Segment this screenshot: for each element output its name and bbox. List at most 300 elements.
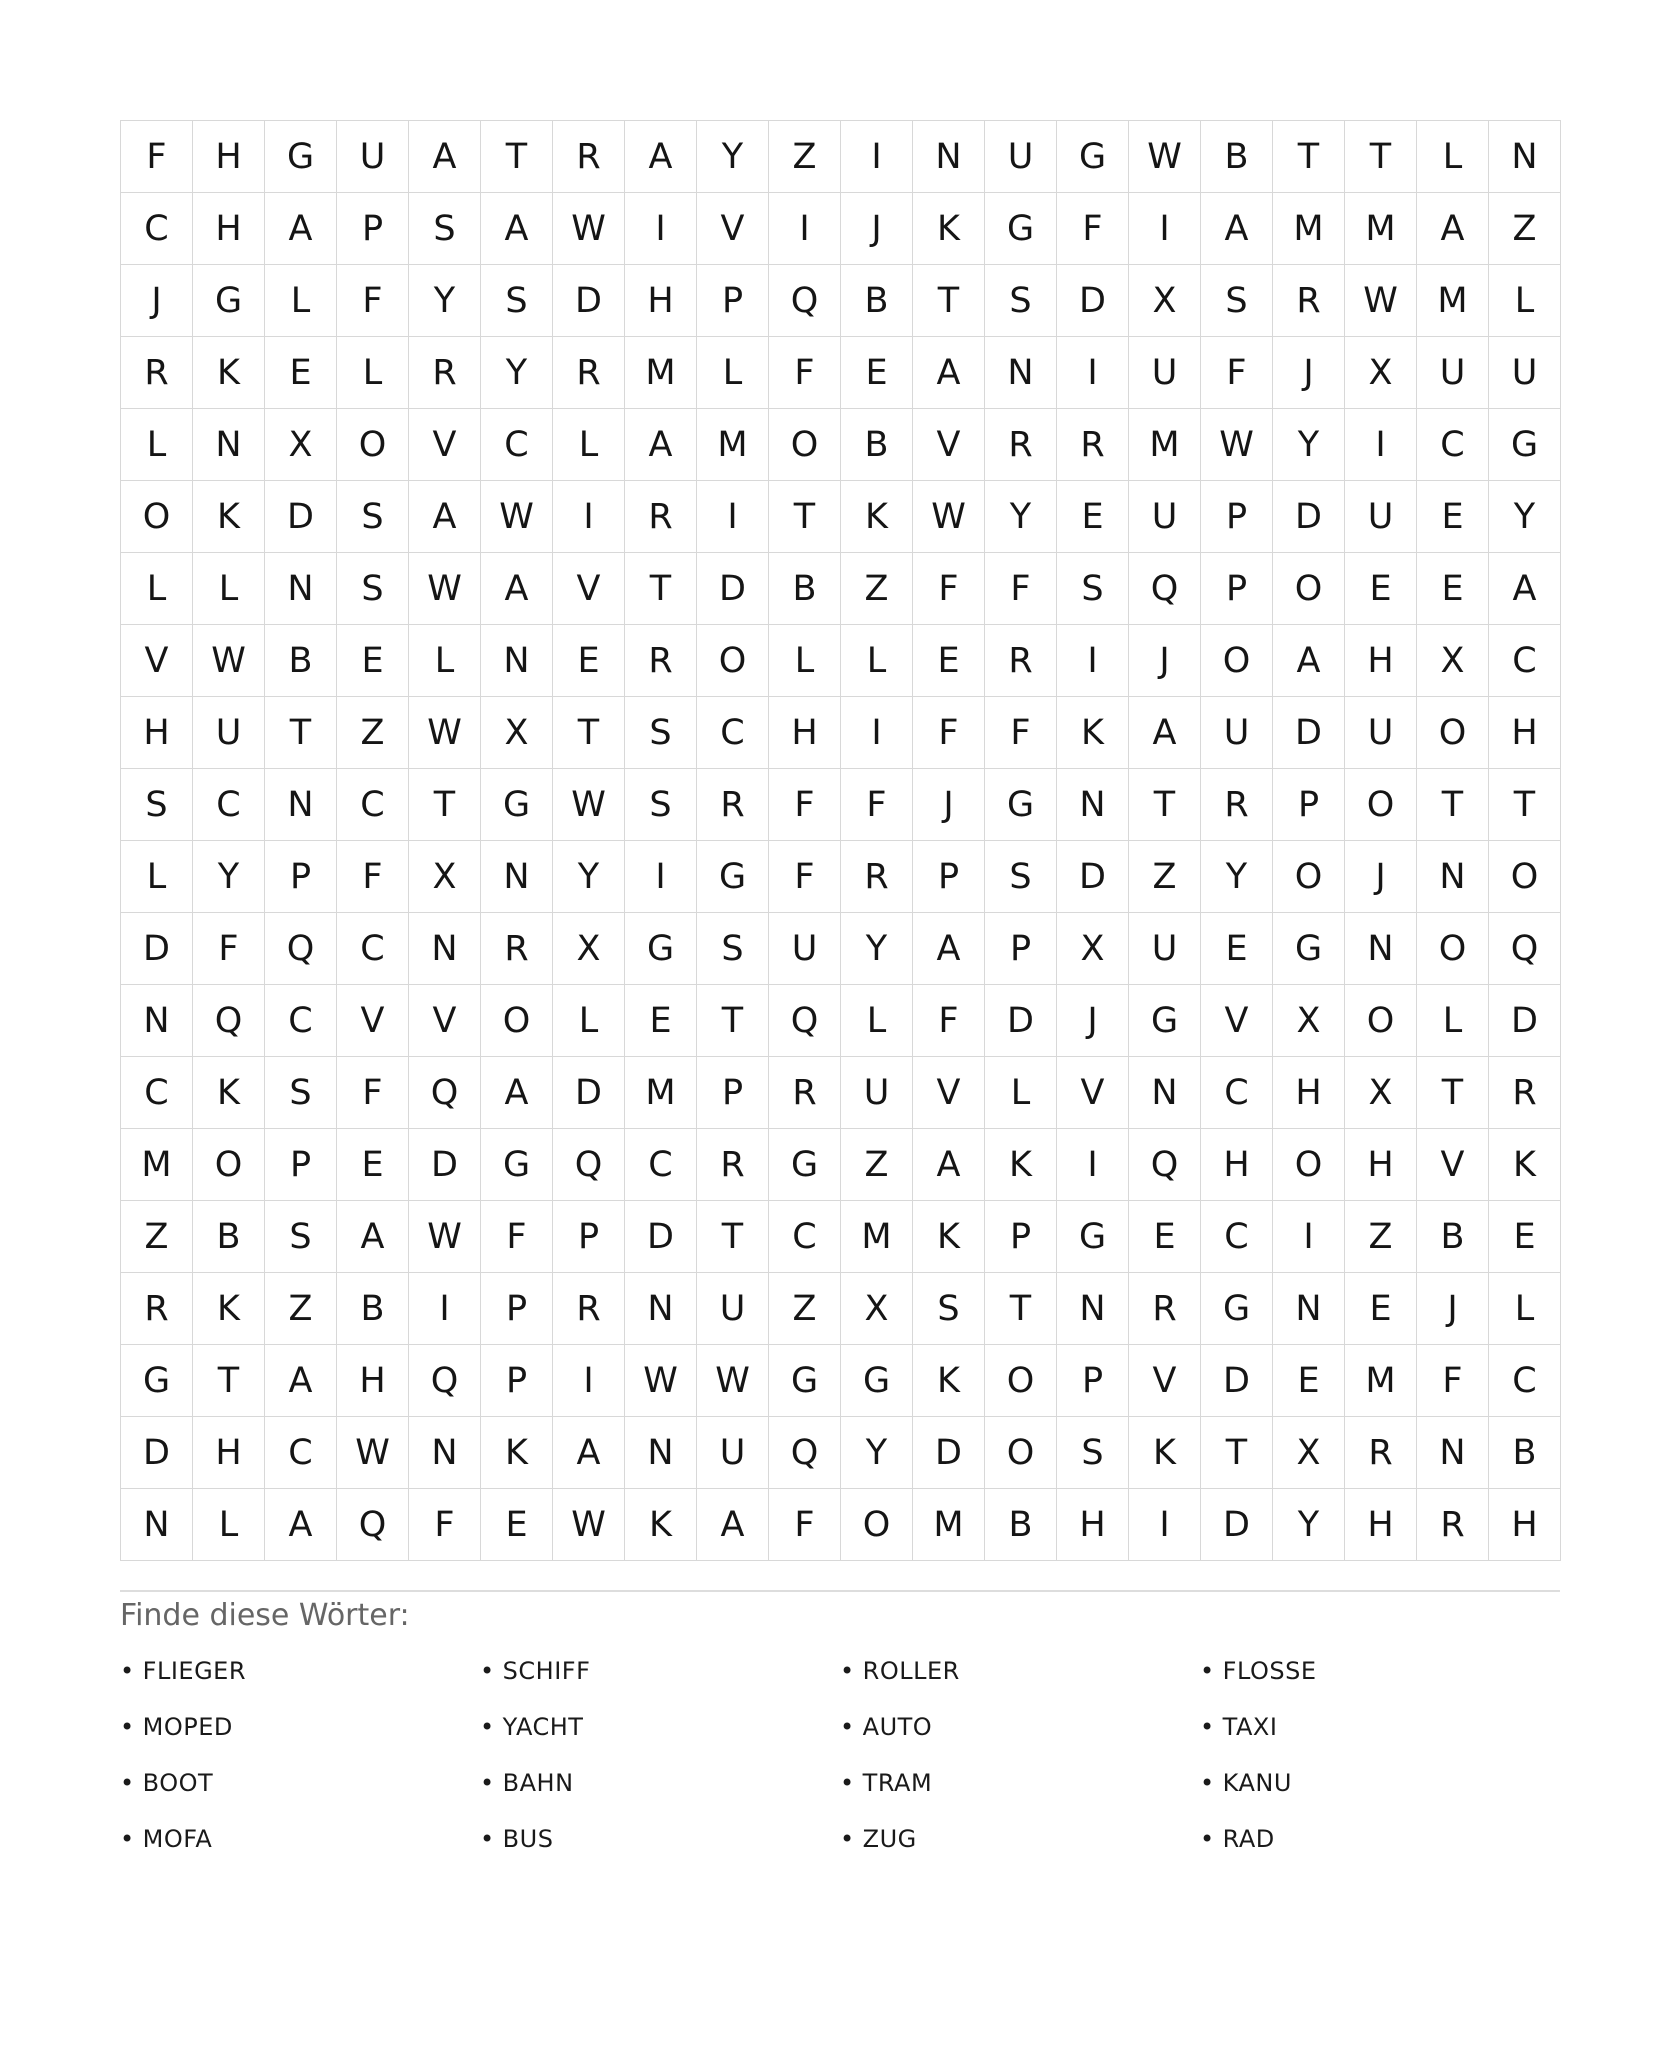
grid-cell[interactable]: J: [1345, 841, 1417, 913]
grid-cell[interactable]: O: [1201, 625, 1273, 697]
grid-cell[interactable]: N: [121, 985, 193, 1057]
grid-cell[interactable]: F: [769, 1489, 841, 1561]
grid-cell[interactable]: U: [1345, 481, 1417, 553]
grid-cell[interactable]: T: [1489, 769, 1561, 841]
grid-cell[interactable]: E: [481, 1489, 553, 1561]
grid-cell[interactable]: A: [1129, 697, 1201, 769]
grid-cell[interactable]: R: [697, 769, 769, 841]
grid-cell[interactable]: C: [265, 1417, 337, 1489]
grid-cell[interactable]: P: [985, 1201, 1057, 1273]
grid-cell[interactable]: P: [1201, 481, 1273, 553]
grid-cell[interactable]: A: [337, 1201, 409, 1273]
grid-cell[interactable]: H: [1489, 1489, 1561, 1561]
grid-cell[interactable]: V: [121, 625, 193, 697]
grid-cell[interactable]: U: [697, 1273, 769, 1345]
grid-cell[interactable]: X: [1345, 1057, 1417, 1129]
grid-cell[interactable]: L: [1489, 265, 1561, 337]
grid-cell[interactable]: M: [121, 1129, 193, 1201]
grid-cell[interactable]: J: [1273, 337, 1345, 409]
grid-cell[interactable]: B: [265, 625, 337, 697]
grid-cell[interactable]: L: [841, 625, 913, 697]
grid-cell[interactable]: N: [1129, 1057, 1201, 1129]
grid-cell[interactable]: C: [121, 193, 193, 265]
grid-cell[interactable]: X: [1273, 985, 1345, 1057]
grid-cell[interactable]: P: [553, 1201, 625, 1273]
grid-cell[interactable]: O: [193, 1129, 265, 1201]
grid-cell[interactable]: N: [1345, 913, 1417, 985]
grid-cell[interactable]: C: [697, 697, 769, 769]
grid-cell[interactable]: F: [193, 913, 265, 985]
grid-cell[interactable]: B: [985, 1489, 1057, 1561]
grid-cell[interactable]: F: [985, 553, 1057, 625]
grid-cell[interactable]: L: [841, 985, 913, 1057]
grid-cell[interactable]: B: [1489, 1417, 1561, 1489]
grid-cell[interactable]: P: [337, 193, 409, 265]
grid-cell[interactable]: A: [697, 1489, 769, 1561]
grid-cell[interactable]: N: [625, 1417, 697, 1489]
grid-cell[interactable]: S: [409, 193, 481, 265]
grid-cell[interactable]: U: [1201, 697, 1273, 769]
grid-cell[interactable]: W: [1345, 265, 1417, 337]
grid-cell[interactable]: G: [1489, 409, 1561, 481]
grid-cell[interactable]: S: [697, 913, 769, 985]
grid-cell[interactable]: H: [1345, 625, 1417, 697]
grid-cell[interactable]: H: [337, 1345, 409, 1417]
grid-cell[interactable]: O: [1417, 697, 1489, 769]
grid-cell[interactable]: F: [769, 337, 841, 409]
grid-cell[interactable]: W: [553, 193, 625, 265]
grid-cell[interactable]: V: [913, 1057, 985, 1129]
grid-cell[interactable]: F: [769, 769, 841, 841]
grid-cell[interactable]: P: [985, 913, 1057, 985]
grid-cell[interactable]: V: [337, 985, 409, 1057]
grid-cell[interactable]: S: [1057, 1417, 1129, 1489]
grid-cell[interactable]: L: [697, 337, 769, 409]
grid-cell[interactable]: R: [1057, 409, 1129, 481]
grid-cell[interactable]: C: [625, 1129, 697, 1201]
grid-cell[interactable]: K: [913, 1201, 985, 1273]
grid-cell[interactable]: X: [1345, 337, 1417, 409]
grid-cell[interactable]: S: [337, 553, 409, 625]
grid-cell[interactable]: N: [481, 841, 553, 913]
grid-cell[interactable]: G: [1273, 913, 1345, 985]
grid-cell[interactable]: T: [265, 697, 337, 769]
grid-cell[interactable]: R: [985, 409, 1057, 481]
grid-cell[interactable]: R: [841, 841, 913, 913]
grid-cell[interactable]: A: [481, 193, 553, 265]
grid-cell[interactable]: C: [1417, 409, 1489, 481]
grid-cell[interactable]: K: [193, 481, 265, 553]
grid-cell[interactable]: I: [697, 481, 769, 553]
grid-cell[interactable]: T: [769, 481, 841, 553]
grid-cell[interactable]: M: [625, 337, 697, 409]
grid-cell[interactable]: A: [265, 193, 337, 265]
grid-cell[interactable]: Q: [265, 913, 337, 985]
grid-cell[interactable]: G: [697, 841, 769, 913]
grid-cell[interactable]: R: [1489, 1057, 1561, 1129]
grid-cell[interactable]: T: [697, 1201, 769, 1273]
grid-cell[interactable]: N: [1273, 1273, 1345, 1345]
grid-cell[interactable]: Z: [769, 1273, 841, 1345]
grid-cell[interactable]: Q: [409, 1057, 481, 1129]
grid-cell[interactable]: D: [121, 913, 193, 985]
grid-cell[interactable]: L: [769, 625, 841, 697]
grid-cell[interactable]: L: [1417, 121, 1489, 193]
grid-cell[interactable]: W: [697, 1345, 769, 1417]
grid-cell[interactable]: E: [625, 985, 697, 1057]
grid-cell[interactable]: D: [913, 1417, 985, 1489]
grid-cell[interactable]: N: [1057, 1273, 1129, 1345]
grid-cell[interactable]: I: [841, 697, 913, 769]
grid-cell[interactable]: U: [985, 121, 1057, 193]
grid-cell[interactable]: G: [265, 121, 337, 193]
grid-cell[interactable]: Q: [1489, 913, 1561, 985]
grid-cell[interactable]: K: [193, 337, 265, 409]
grid-cell[interactable]: C: [1201, 1201, 1273, 1273]
grid-cell[interactable]: L: [985, 1057, 1057, 1129]
grid-cell[interactable]: I: [769, 193, 841, 265]
grid-cell[interactable]: X: [553, 913, 625, 985]
grid-cell[interactable]: P: [697, 1057, 769, 1129]
grid-cell[interactable]: T: [1345, 121, 1417, 193]
grid-cell[interactable]: D: [1201, 1489, 1273, 1561]
grid-cell[interactable]: I: [1273, 1201, 1345, 1273]
grid-cell[interactable]: Z: [1489, 193, 1561, 265]
grid-cell[interactable]: Q: [769, 985, 841, 1057]
grid-cell[interactable]: W: [409, 1201, 481, 1273]
grid-cell[interactable]: F: [913, 553, 985, 625]
grid-cell[interactable]: V: [1417, 1129, 1489, 1201]
grid-cell[interactable]: F: [337, 265, 409, 337]
grid-cell[interactable]: V: [409, 409, 481, 481]
grid-cell[interactable]: S: [913, 1273, 985, 1345]
grid-cell[interactable]: T: [1129, 769, 1201, 841]
grid-cell[interactable]: G: [1201, 1273, 1273, 1345]
grid-cell[interactable]: F: [481, 1201, 553, 1273]
grid-cell[interactable]: R: [553, 337, 625, 409]
grid-cell[interactable]: D: [1489, 985, 1561, 1057]
grid-cell[interactable]: Q: [1129, 1129, 1201, 1201]
grid-cell[interactable]: D: [1273, 481, 1345, 553]
grid-cell[interactable]: F: [841, 769, 913, 841]
grid-cell[interactable]: I: [553, 481, 625, 553]
grid-cell[interactable]: P: [481, 1345, 553, 1417]
grid-cell[interactable]: K: [193, 1273, 265, 1345]
grid-cell[interactable]: G: [769, 1345, 841, 1417]
grid-cell[interactable]: U: [697, 1417, 769, 1489]
grid-cell[interactable]: G: [481, 1129, 553, 1201]
grid-cell[interactable]: Q: [769, 1417, 841, 1489]
grid-cell[interactable]: H: [1489, 697, 1561, 769]
grid-cell[interactable]: F: [121, 121, 193, 193]
grid-cell[interactable]: I: [1129, 1489, 1201, 1561]
grid-cell[interactable]: T: [481, 121, 553, 193]
grid-cell[interactable]: R: [1417, 1489, 1489, 1561]
grid-cell[interactable]: E: [841, 337, 913, 409]
grid-cell[interactable]: I: [625, 841, 697, 913]
grid-cell[interactable]: E: [1201, 913, 1273, 985]
grid-cell[interactable]: M: [1273, 193, 1345, 265]
grid-cell[interactable]: Z: [1345, 1201, 1417, 1273]
grid-cell[interactable]: E: [1417, 481, 1489, 553]
grid-cell[interactable]: A: [409, 481, 481, 553]
grid-cell[interactable]: Q: [193, 985, 265, 1057]
grid-cell[interactable]: Z: [121, 1201, 193, 1273]
grid-cell[interactable]: S: [481, 265, 553, 337]
grid-cell[interactable]: T: [193, 1345, 265, 1417]
grid-cell[interactable]: L: [337, 337, 409, 409]
grid-cell[interactable]: A: [625, 409, 697, 481]
grid-cell[interactable]: P: [697, 265, 769, 337]
grid-cell[interactable]: D: [1057, 265, 1129, 337]
grid-cell[interactable]: C: [265, 985, 337, 1057]
grid-cell[interactable]: Y: [841, 913, 913, 985]
grid-cell[interactable]: Y: [193, 841, 265, 913]
grid-cell[interactable]: H: [1057, 1489, 1129, 1561]
grid-cell[interactable]: T: [1417, 769, 1489, 841]
grid-cell[interactable]: R: [121, 337, 193, 409]
grid-cell[interactable]: B: [1201, 121, 1273, 193]
grid-cell[interactable]: U: [841, 1057, 913, 1129]
grid-cell[interactable]: R: [769, 1057, 841, 1129]
grid-cell[interactable]: A: [1273, 625, 1345, 697]
grid-cell[interactable]: D: [1201, 1345, 1273, 1417]
grid-cell[interactable]: M: [913, 1489, 985, 1561]
grid-cell[interactable]: M: [625, 1057, 697, 1129]
grid-cell[interactable]: Y: [481, 337, 553, 409]
grid-cell[interactable]: N: [1489, 121, 1561, 193]
grid-cell[interactable]: O: [1345, 769, 1417, 841]
grid-cell[interactable]: C: [1489, 625, 1561, 697]
grid-cell[interactable]: J: [1417, 1273, 1489, 1345]
grid-cell[interactable]: A: [1417, 193, 1489, 265]
grid-cell[interactable]: U: [769, 913, 841, 985]
grid-cell[interactable]: T: [1417, 1057, 1489, 1129]
grid-cell[interactable]: V: [1057, 1057, 1129, 1129]
grid-cell[interactable]: T: [1201, 1417, 1273, 1489]
grid-cell[interactable]: K: [625, 1489, 697, 1561]
grid-cell[interactable]: F: [1057, 193, 1129, 265]
grid-cell[interactable]: U: [1417, 337, 1489, 409]
grid-cell[interactable]: P: [1057, 1345, 1129, 1417]
grid-cell[interactable]: X: [1057, 913, 1129, 985]
grid-cell[interactable]: Z: [841, 1129, 913, 1201]
grid-cell[interactable]: I: [1057, 337, 1129, 409]
grid-cell[interactable]: H: [121, 697, 193, 769]
grid-cell[interactable]: N: [625, 1273, 697, 1345]
grid-cell[interactable]: A: [553, 1417, 625, 1489]
grid-cell[interactable]: W: [409, 697, 481, 769]
grid-cell[interactable]: P: [265, 1129, 337, 1201]
grid-cell[interactable]: Y: [985, 481, 1057, 553]
grid-cell[interactable]: E: [337, 625, 409, 697]
grid-cell[interactable]: T: [409, 769, 481, 841]
grid-cell[interactable]: J: [1129, 625, 1201, 697]
grid-cell[interactable]: G: [625, 913, 697, 985]
grid-cell[interactable]: D: [625, 1201, 697, 1273]
grid-cell[interactable]: B: [337, 1273, 409, 1345]
grid-cell[interactable]: D: [265, 481, 337, 553]
grid-cell[interactable]: R: [697, 1129, 769, 1201]
grid-cell[interactable]: W: [337, 1417, 409, 1489]
grid-cell[interactable]: J: [1057, 985, 1129, 1057]
grid-cell[interactable]: O: [985, 1417, 1057, 1489]
grid-cell[interactable]: R: [1201, 769, 1273, 841]
grid-cell[interactable]: H: [193, 121, 265, 193]
grid-cell[interactable]: U: [193, 697, 265, 769]
grid-cell[interactable]: Y: [1273, 409, 1345, 481]
grid-cell[interactable]: O: [697, 625, 769, 697]
grid-cell[interactable]: W: [625, 1345, 697, 1417]
grid-cell[interactable]: U: [1129, 337, 1201, 409]
grid-cell[interactable]: F: [1417, 1345, 1489, 1417]
grid-cell[interactable]: L: [193, 553, 265, 625]
grid-cell[interactable]: E: [1345, 553, 1417, 625]
grid-cell[interactable]: K: [193, 1057, 265, 1129]
grid-cell[interactable]: A: [409, 121, 481, 193]
grid-cell[interactable]: C: [193, 769, 265, 841]
grid-cell[interactable]: L: [121, 409, 193, 481]
grid-cell[interactable]: Z: [841, 553, 913, 625]
grid-cell[interactable]: T: [625, 553, 697, 625]
grid-cell[interactable]: H: [193, 193, 265, 265]
grid-cell[interactable]: G: [1057, 1201, 1129, 1273]
grid-cell[interactable]: A: [1489, 553, 1561, 625]
grid-cell[interactable]: N: [265, 769, 337, 841]
grid-cell[interactable]: T: [913, 265, 985, 337]
grid-cell[interactable]: F: [913, 985, 985, 1057]
grid-cell[interactable]: N: [409, 1417, 481, 1489]
grid-cell[interactable]: N: [193, 409, 265, 481]
grid-cell[interactable]: R: [121, 1273, 193, 1345]
grid-cell[interactable]: X: [1129, 265, 1201, 337]
grid-cell[interactable]: L: [553, 409, 625, 481]
grid-cell[interactable]: H: [1273, 1057, 1345, 1129]
grid-cell[interactable]: F: [337, 1057, 409, 1129]
grid-cell[interactable]: P: [1201, 553, 1273, 625]
grid-cell[interactable]: R: [625, 625, 697, 697]
grid-cell[interactable]: B: [1417, 1201, 1489, 1273]
grid-cell[interactable]: C: [1201, 1057, 1273, 1129]
grid-cell[interactable]: O: [841, 1489, 913, 1561]
grid-cell[interactable]: I: [1057, 625, 1129, 697]
grid-cell[interactable]: F: [913, 697, 985, 769]
grid-cell[interactable]: S: [625, 769, 697, 841]
grid-cell[interactable]: C: [1489, 1345, 1561, 1417]
grid-cell[interactable]: P: [265, 841, 337, 913]
grid-cell[interactable]: Z: [265, 1273, 337, 1345]
grid-cell[interactable]: K: [1129, 1417, 1201, 1489]
grid-cell[interactable]: U: [1129, 913, 1201, 985]
grid-cell[interactable]: E: [1273, 1345, 1345, 1417]
grid-cell[interactable]: R: [481, 913, 553, 985]
grid-cell[interactable]: O: [1345, 985, 1417, 1057]
grid-cell[interactable]: X: [481, 697, 553, 769]
grid-cell[interactable]: F: [769, 841, 841, 913]
grid-cell[interactable]: O: [985, 1345, 1057, 1417]
grid-cell[interactable]: S: [985, 841, 1057, 913]
grid-cell[interactable]: W: [1129, 121, 1201, 193]
grid-cell[interactable]: A: [625, 121, 697, 193]
grid-cell[interactable]: B: [193, 1201, 265, 1273]
grid-cell[interactable]: A: [481, 1057, 553, 1129]
grid-cell[interactable]: V: [1129, 1345, 1201, 1417]
grid-cell[interactable]: R: [1345, 1417, 1417, 1489]
grid-cell[interactable]: J: [913, 769, 985, 841]
grid-cell[interactable]: C: [337, 913, 409, 985]
grid-cell[interactable]: W: [553, 769, 625, 841]
grid-cell[interactable]: M: [841, 1201, 913, 1273]
grid-cell[interactable]: A: [913, 913, 985, 985]
grid-cell[interactable]: W: [409, 553, 481, 625]
grid-cell[interactable]: A: [1201, 193, 1273, 265]
grid-cell[interactable]: C: [481, 409, 553, 481]
grid-cell[interactable]: F: [337, 841, 409, 913]
grid-cell[interactable]: W: [481, 481, 553, 553]
grid-cell[interactable]: Q: [409, 1345, 481, 1417]
grid-cell[interactable]: O: [1273, 553, 1345, 625]
grid-cell[interactable]: O: [1273, 841, 1345, 913]
grid-cell[interactable]: E: [553, 625, 625, 697]
grid-cell[interactable]: D: [697, 553, 769, 625]
grid-cell[interactable]: H: [1201, 1129, 1273, 1201]
grid-cell[interactable]: Y: [697, 121, 769, 193]
grid-cell[interactable]: H: [1345, 1489, 1417, 1561]
grid-cell[interactable]: G: [193, 265, 265, 337]
grid-cell[interactable]: V: [553, 553, 625, 625]
grid-cell[interactable]: N: [265, 553, 337, 625]
grid-cell[interactable]: D: [121, 1417, 193, 1489]
grid-cell[interactable]: B: [769, 553, 841, 625]
grid-cell[interactable]: E: [1417, 553, 1489, 625]
grid-cell[interactable]: V: [697, 193, 769, 265]
grid-cell[interactable]: O: [769, 409, 841, 481]
grid-cell[interactable]: G: [481, 769, 553, 841]
grid-cell[interactable]: P: [1273, 769, 1345, 841]
grid-cell[interactable]: O: [1417, 913, 1489, 985]
grid-cell[interactable]: G: [769, 1129, 841, 1201]
grid-cell[interactable]: R: [409, 337, 481, 409]
grid-cell[interactable]: R: [985, 625, 1057, 697]
grid-cell[interactable]: E: [265, 337, 337, 409]
grid-cell[interactable]: N: [1417, 841, 1489, 913]
grid-cell[interactable]: K: [913, 1345, 985, 1417]
grid-cell[interactable]: O: [1273, 1129, 1345, 1201]
grid-cell[interactable]: H: [1345, 1129, 1417, 1201]
grid-cell[interactable]: Y: [409, 265, 481, 337]
grid-cell[interactable]: R: [1273, 265, 1345, 337]
grid-cell[interactable]: O: [337, 409, 409, 481]
grid-cell[interactable]: U: [1129, 481, 1201, 553]
grid-cell[interactable]: M: [1345, 1345, 1417, 1417]
grid-cell[interactable]: M: [1417, 265, 1489, 337]
grid-cell[interactable]: G: [985, 769, 1057, 841]
grid-cell[interactable]: X: [265, 409, 337, 481]
grid-cell[interactable]: V: [1201, 985, 1273, 1057]
grid-cell[interactable]: N: [913, 121, 985, 193]
grid-cell[interactable]: A: [913, 337, 985, 409]
grid-cell[interactable]: W: [1201, 409, 1273, 481]
grid-cell[interactable]: X: [1273, 1417, 1345, 1489]
grid-cell[interactable]: N: [409, 913, 481, 985]
grid-cell[interactable]: W: [913, 481, 985, 553]
grid-cell[interactable]: L: [553, 985, 625, 1057]
grid-cell[interactable]: L: [409, 625, 481, 697]
grid-cell[interactable]: Z: [337, 697, 409, 769]
grid-cell[interactable]: N: [1417, 1417, 1489, 1489]
grid-cell[interactable]: S: [985, 265, 1057, 337]
grid-cell[interactable]: C: [121, 1057, 193, 1129]
